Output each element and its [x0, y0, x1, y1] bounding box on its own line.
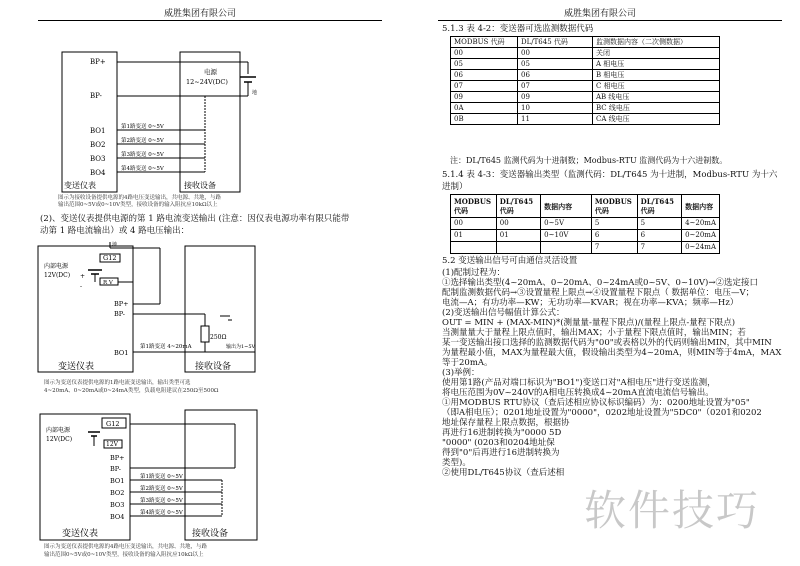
- fig2-transmitter-label: 变送仪表: [58, 362, 95, 372]
- body-line: 将电压范围为0V~240V的A相电压转换成4~20mA直流电流信号输出。: [442, 388, 714, 398]
- table-header-cell: 监测数据内容（二次侧数据）: [593, 37, 720, 48]
- table-header-cell: DL/T645 代码: [496, 195, 540, 218]
- body-text: [442, 268, 792, 478]
- table-cell: A 相电压: [593, 59, 720, 70]
- fig1-bp-minus-label: BP-: [90, 92, 102, 100]
- fig2-ch1: 第1路变送 4~20mA: [140, 344, 192, 350]
- body-line: 使用第1路(产品对端口标识为"BO1")变送口对"A相电压"进行变送监测，: [442, 378, 716, 388]
- table-cell: 7: [591, 242, 637, 254]
- table-row: [451, 103, 720, 114]
- body-line: ②使用DL/T645协议（查后述相: [442, 468, 565, 478]
- table1-title: 5.1.3 表 4-2：变送器可选监测数据代码: [442, 24, 594, 34]
- body-line: 类型)。: [442, 458, 471, 468]
- fig1-transmitter-label: 变送仪表: [64, 181, 96, 190]
- fig3-bo3: BO3: [110, 501, 125, 509]
- fig3-bp-minus: BP-: [110, 465, 121, 473]
- table-cell: C 相电压: [593, 81, 720, 92]
- fig1-caption-2: 输出范围0~5V或0~10V类型，接收设备的输入阻抗应10kΩ以上: [58, 202, 218, 208]
- fig1-ch2: 第2路变送 0~5V: [121, 138, 164, 144]
- table-row: [451, 114, 720, 125]
- fig1-power-label: 电源: [204, 68, 217, 76]
- body-line: 配制监测数据代码→③设置量程上限点→④设置量程下限点（ 数据单位：电压—V；: [442, 288, 755, 298]
- body-line: 再进行16进制转换为"0000 5D: [442, 428, 562, 438]
- table-header-cell: MODBUS 代码: [451, 195, 497, 218]
- section-5-2-heading: 5.2 变送输出信号可由通信灵活设置: [442, 256, 578, 266]
- fig1-bo3: BO3: [90, 155, 106, 163]
- table-cell: 07: [518, 81, 593, 92]
- table-header-cell: 数据内容: [541, 195, 592, 218]
- body-line: 为量程最小值，MAX为量程最大值，假设输出类型为4~20mA，则MIN等于4mA，MAX: [442, 348, 782, 358]
- table-cell: 07: [451, 81, 518, 92]
- table-cell: BC 线电压: [593, 103, 720, 114]
- fig3-g12: G12: [106, 420, 120, 428]
- para2-line2: 动第 1 路电流输出）或 4 路电压输出：: [40, 226, 190, 236]
- watermark: 软件技巧: [584, 486, 761, 535]
- table-cell: 7: [637, 242, 681, 254]
- table-cell: 0~5V: [541, 218, 592, 230]
- right-header-rule: [438, 20, 782, 21]
- fig2-bp-plus: BP+: [114, 300, 129, 308]
- fig1-ch3: 第3路变送 0~5V: [121, 152, 164, 158]
- body-line: 得到"0"后再进行16进制转换为: [442, 448, 560, 458]
- fig3-transmitter-label: 变送仪表: [62, 529, 99, 539]
- wiring-diagram-3: [0, 404, 400, 554]
- wiring-diagram-1: [0, 22, 400, 222]
- table-cell: [451, 242, 497, 254]
- table-cell: 5: [591, 218, 637, 230]
- body-line: ①用MODBUS RTU协议（查后述相应协议标识编码）为：0200地址设置为"05": [442, 398, 750, 408]
- fig3-caption-2: 输出范围0~5V或0~10V类型，接收设备的输入阻抗应10kΩ以上: [44, 552, 204, 558]
- fig3-caption-1: 图示为变送仪表提供电源的4路电压变送输出，共电源、共地，与路: [44, 544, 208, 550]
- left-header-rule: [38, 20, 382, 21]
- table-cell: 09: [451, 92, 518, 103]
- fig1-ch4: 第4路变送 0~5V: [121, 166, 164, 172]
- fig3-12v: 12V: [106, 441, 118, 448]
- table-cell: 0~10V: [541, 230, 592, 242]
- fig2-caption-1: 图示为变送仪表提供电源的1路电流变送输出，输出类型可选: [44, 380, 191, 386]
- table-cell: 00: [451, 218, 497, 230]
- table-cell: 关闭: [593, 48, 720, 59]
- table-cell: 00: [518, 48, 593, 59]
- table2-title-1: 5.1.4 表 4-3：变送器输出类型（监测代码：DL/T645 为十进制，Modbus-RTU 为十六: [442, 170, 778, 180]
- fig3-bp-plus: BP+: [110, 454, 125, 462]
- fig2-internal-power: 内部电源: [44, 263, 69, 270]
- fig1-ground-label: 地: [252, 90, 258, 96]
- fig2-resistor: 250Ω: [210, 334, 227, 341]
- fig2-bo1: BO1: [114, 349, 129, 357]
- fig1-bp-plus-label: BP+: [90, 58, 106, 66]
- table-cell: 5: [637, 218, 681, 230]
- body-line: "0000" (0203和0204地址保: [442, 438, 555, 448]
- body-line: 等于20mA。: [442, 358, 493, 368]
- table-header-cell: MODBUS 代码: [451, 37, 518, 48]
- fig2-rv: R V: [103, 280, 113, 286]
- body-line: (1)配制过程为：: [442, 268, 506, 278]
- table-cell: 4~20mA: [682, 218, 720, 230]
- table-row: [451, 59, 720, 70]
- fig1-bo4: BO4: [90, 169, 106, 177]
- body-line: (3)举例：: [442, 368, 480, 378]
- table-cell: 11: [518, 114, 593, 125]
- table-cell: AB 线电压: [593, 92, 720, 103]
- fig2-receiver-label: 接收设备: [195, 362, 232, 372]
- fig3-bo4: BO4: [110, 513, 125, 521]
- fig1-power-voltage: 12~24V(DC): [186, 78, 228, 86]
- fig3-internal-power: 内部电源: [46, 427, 71, 434]
- table-cell: CA 线电压: [593, 114, 720, 125]
- fig2-minus: -: [80, 283, 83, 290]
- fig2-plus: +: [80, 273, 86, 280]
- table-cell: 0B: [451, 114, 518, 125]
- fig3-ch1: 第1路变送 0~5V: [140, 474, 183, 480]
- body-line: ①选择输出类型(4~20mA、0~20mA、0~24mA或0~5V、0~10V)→②选定接口: [442, 278, 758, 288]
- fig2-ground: 地: [112, 242, 118, 248]
- fig3-ch4: 第4路变送 0~5V: [140, 510, 183, 516]
- fig1-bo2: BO2: [90, 141, 106, 149]
- fig2-internal-voltage: 12V(DC): [44, 272, 71, 279]
- table-cell: [541, 242, 592, 254]
- table-header-cell: DL/T645 代码: [637, 195, 681, 218]
- body-line: (2)变送输出信号幅值计算公式：: [442, 308, 565, 318]
- table-row: [451, 48, 720, 59]
- table-cell: 6: [637, 230, 681, 242]
- table-header-row: [451, 37, 720, 48]
- table-cell: 0A: [451, 103, 518, 114]
- table-row: [451, 70, 720, 81]
- body-line: 某一变送输出接口选择的监测数据代码为"00"或表格以外的代码则输出MIN，其中MIN: [442, 338, 772, 348]
- table-cell: 00: [451, 48, 518, 59]
- table-cell: 01: [496, 230, 540, 242]
- table-row: [451, 218, 720, 230]
- table-cell: B 相电压: [593, 70, 720, 81]
- table-cell: 00: [496, 218, 540, 230]
- output-type-table: [450, 194, 720, 254]
- body-line: 当测量量大于量程上限点值时，输出MAX；小于量程下限点值时，输出MIN；若: [442, 328, 746, 338]
- left-header: 威胜集团有限公司: [163, 9, 236, 19]
- table-row: [451, 81, 720, 92]
- wiring-diagram-2: [0, 238, 400, 388]
- table-header-cell: MODBUS 代码: [591, 195, 637, 218]
- table-header-cell: DL/T645 代码: [518, 37, 593, 48]
- fig2-bp-minus: BP-: [114, 310, 125, 318]
- table-cell: 01: [451, 230, 497, 242]
- table-cell: 6: [591, 230, 637, 242]
- body-line: 地址保存量程上限点数据，根据协: [442, 418, 570, 428]
- right-header: 威胜集团有限公司: [563, 9, 636, 19]
- fig3-ch3: 第3路变送 0~5V: [140, 498, 183, 504]
- fig1-ch1: 第1路变送 0~5V: [121, 124, 164, 130]
- table-header-cell: 数据内容: [682, 195, 720, 218]
- monitor-code-table: [450, 36, 720, 125]
- table-row: [451, 242, 720, 254]
- table-header-row: [451, 195, 720, 218]
- fig3-bo2: BO2: [110, 489, 125, 497]
- fig2-g12: G12: [103, 254, 117, 262]
- fig2-ch1-alt: 输出为1~5V: [226, 344, 256, 350]
- table2-title-2: 进制）: [442, 182, 468, 192]
- body-line: OUT = MIN + (MAX-MIN)*(测量量-量程下限点)/(量程上限点-量程下限点): [442, 318, 736, 328]
- fig1-bo1: BO1: [90, 127, 106, 135]
- para2-line1: (2)、变送仪表提供电源的第 1 路电流变送输出 (注意：因仪表电源功率有限只能带: [40, 214, 350, 224]
- table-cell: 05: [451, 59, 518, 70]
- body-line: 电流—A；有功功率—KW；无功功率—KVAR；视在功率—KVA；频率—Hz）: [442, 298, 739, 308]
- table-cell: 10: [518, 103, 593, 114]
- table-cell: 0~24mA: [682, 242, 720, 254]
- fig1-receiver-label: 接收设备: [184, 181, 216, 190]
- table-row: [451, 92, 720, 103]
- table-cell: 06: [518, 70, 593, 81]
- table-cell: 09: [518, 92, 593, 103]
- fig3-receiver-label: 接收设备: [192, 529, 229, 539]
- table1-note: 注：DL/T645 监测代码为十进制数；Modbus-RTU 监测代码为十六进制数。: [450, 156, 728, 165]
- table-cell: [496, 242, 540, 254]
- fig3-bo1: BO1: [110, 477, 125, 485]
- table-cell: 05: [518, 59, 593, 70]
- fig2-caption-2: 4~20mA、0~20mA或0~24mA类型，负载电阻建议在250Ω至500Ω: [44, 388, 219, 394]
- table-cell: 06: [451, 70, 518, 81]
- table-row: [451, 230, 720, 242]
- fig3-internal-voltage: 12V(DC): [46, 436, 73, 443]
- table-cell: 0~20mA: [682, 230, 720, 242]
- fig3-ch2: 第2路变送 0~5V: [140, 486, 183, 492]
- body-line: （即A相电压）；0201地址设置为"0000"，0202地址设置为"5DC0"（0201和0202: [442, 408, 762, 418]
- fig1-caption-1: 图示为接收设备提供电源的4路电压变送输出，共电源、共地，与路: [58, 195, 222, 201]
